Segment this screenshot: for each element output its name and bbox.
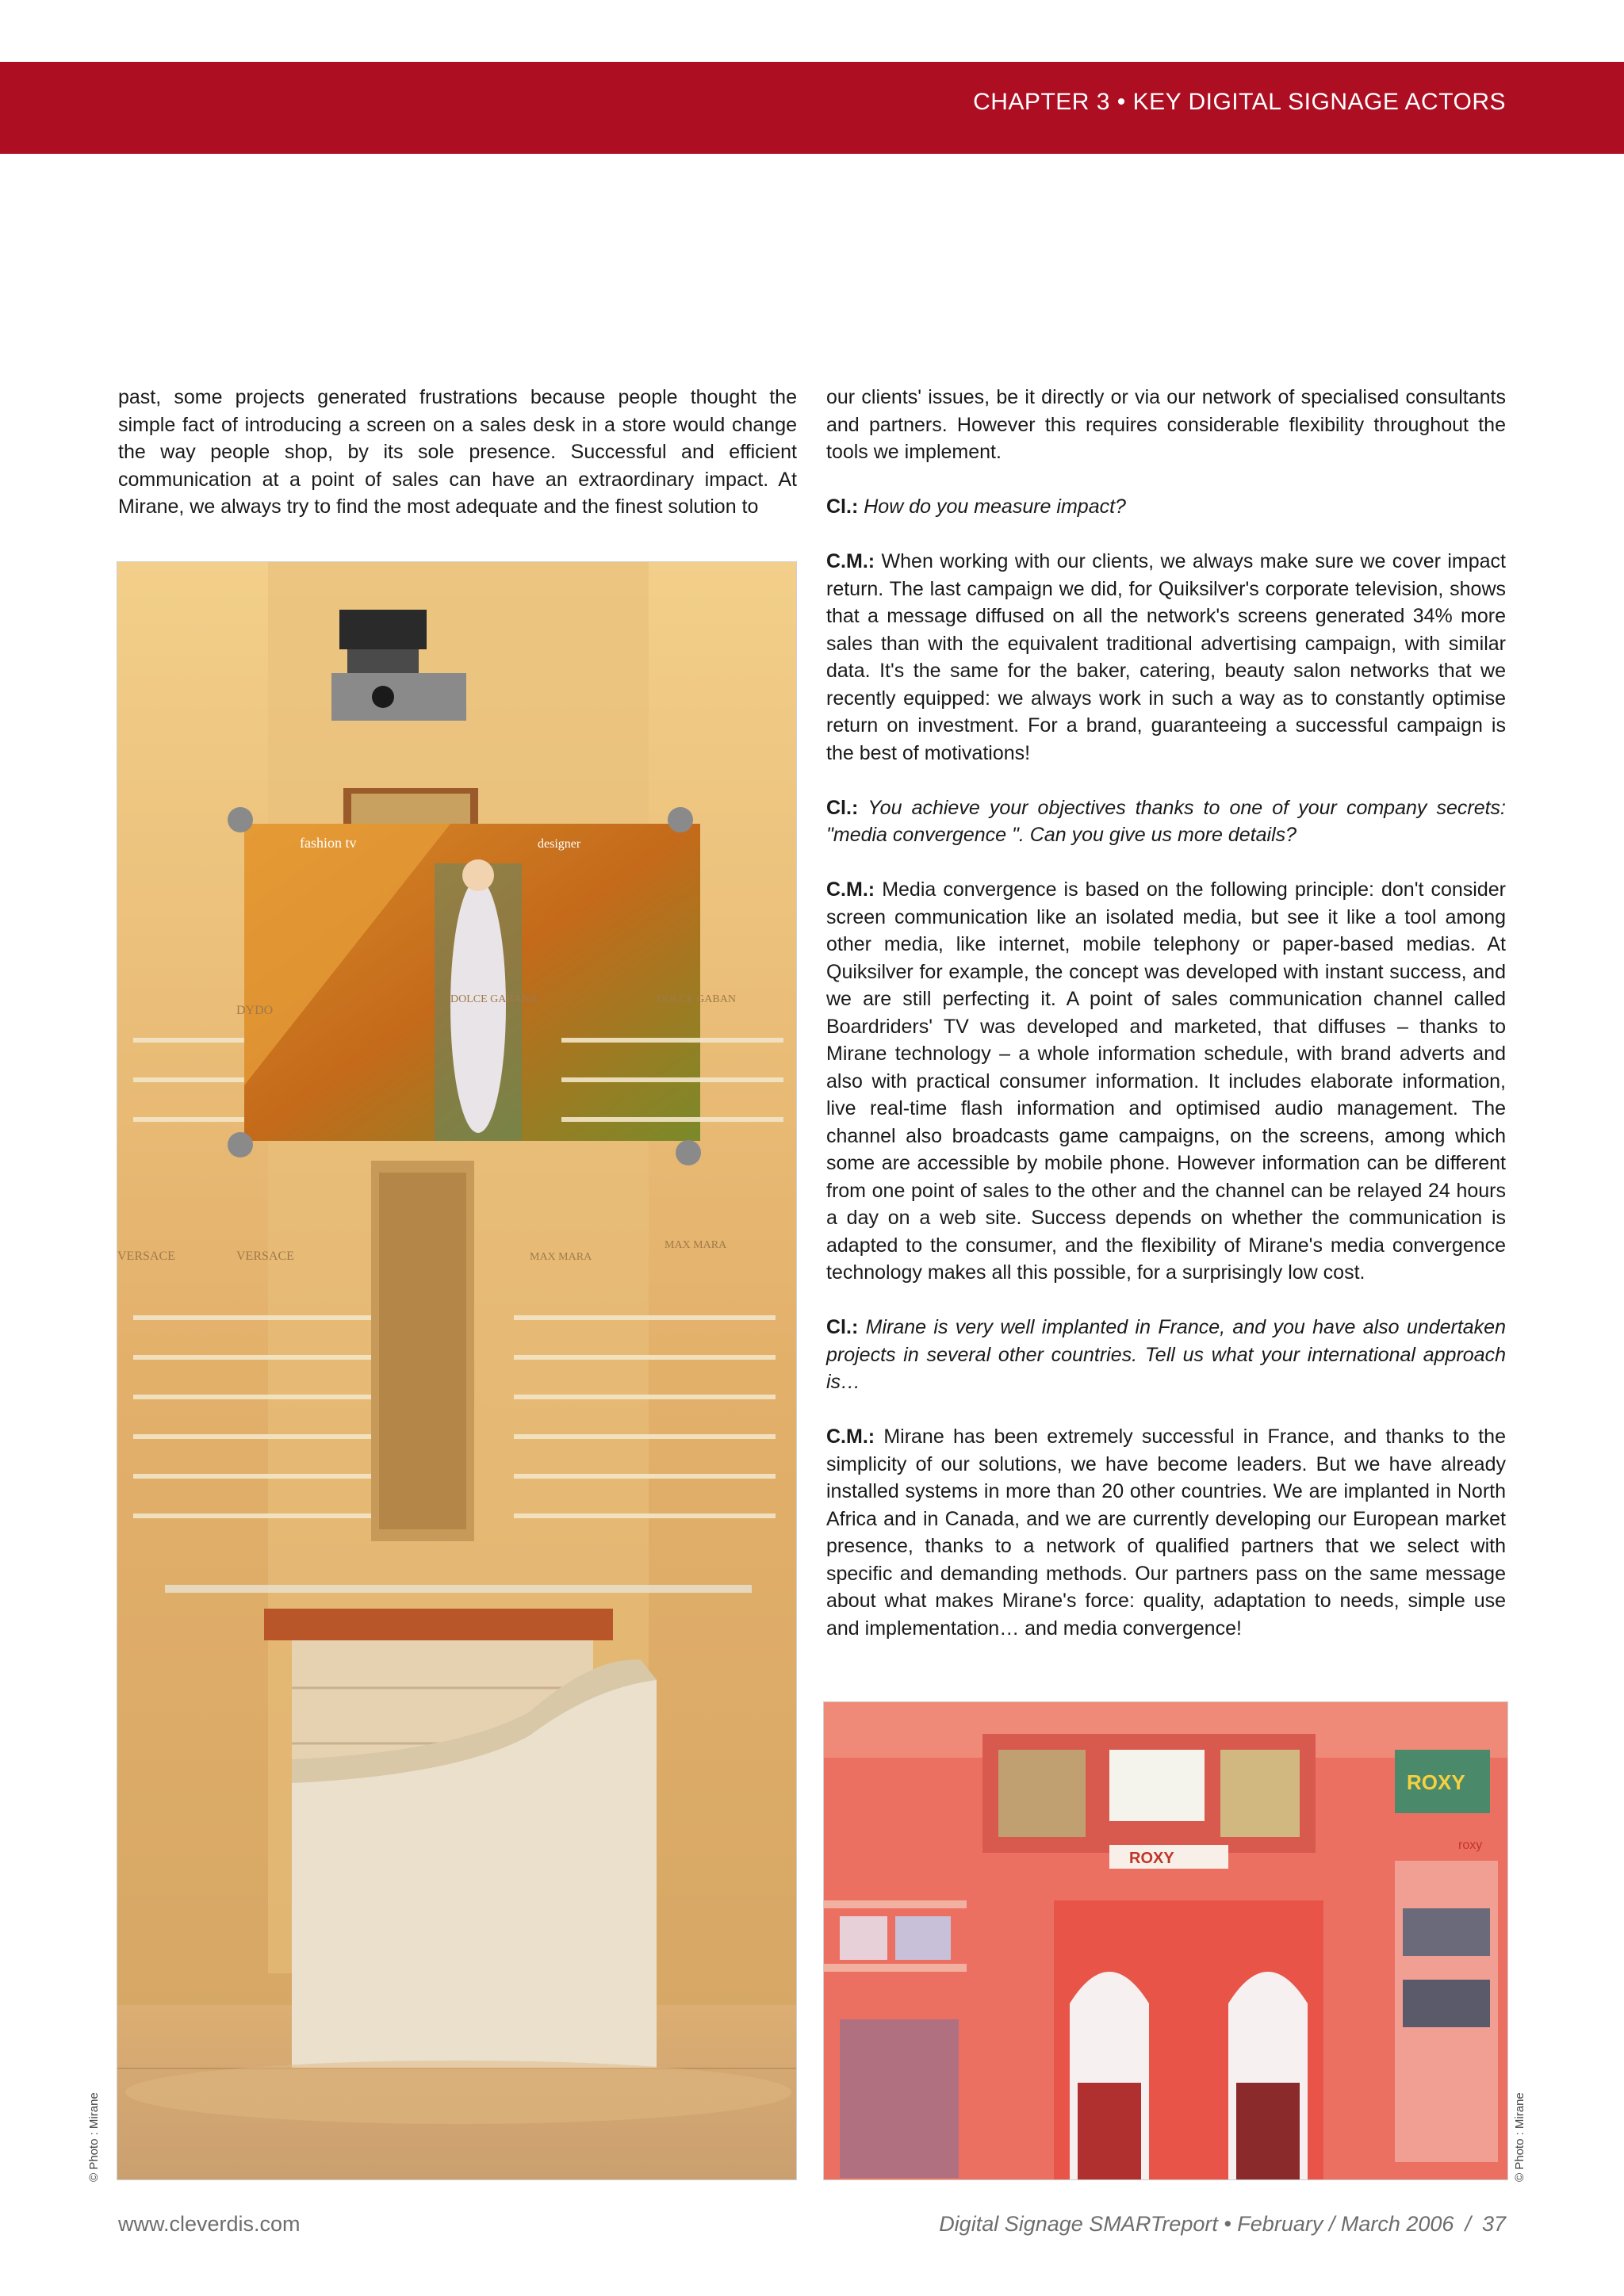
photo-sign-versace-2: VERSACE — [236, 1249, 294, 1263]
photo-sign-dydo: DYDO — [236, 1004, 274, 1017]
photo-sign-roxy-side: ROXY — [1407, 1770, 1465, 1794]
store-display-photo — [117, 561, 797, 2180]
speaker-label: C.M.: — [826, 878, 875, 901]
photo-sign-fashiontv: fashion tv — [300, 835, 357, 851]
speaker-label: Cl.: — [826, 496, 859, 518]
photo-sign-dolce-1: DOLCE GABANA — [450, 993, 538, 1005]
interview-answer — [826, 876, 1506, 1287]
footer-publication — [939, 2212, 1506, 2237]
speaker-label: C.M.: — [826, 550, 875, 572]
photo-1-credit: © Photo : Mirane — [87, 2092, 101, 2182]
question-text: You achieve your objectives thanks to one of your company secrets: "media convergence ". Can you give us more details? — [826, 796, 1506, 846]
answer-text: Mirane has been extremely successful in France, and thanks to the simplicity of our solutions, we have become leaders. But we have already installed systems in more than 20 other countries. We are implanted in North Africa and in Canada, and we are currently developing our European market presence, thanks to a network of qualified partners that we select with specific and demanding methods. Our partners pass on the same message about what makes Mirane's force: quality, adaptation to needs, simple use and implementation… and media convergence! — [826, 1425, 1506, 1640]
photo-2-credit: © Photo : Mirane — [1513, 2092, 1526, 2182]
footer-website: www.cleverdis.com — [118, 2212, 301, 2236]
interview-question — [826, 794, 1506, 849]
photo-sign-maxmara-2: MAX MARA — [665, 1239, 727, 1251]
intro-paragraph: our clients' issues, be it directly or via our network of specialised consultants and partners. However this requires considerable flexibility throughout the tools we implement. — [826, 386, 1506, 463]
right-column — [826, 384, 1506, 1642]
store-display-illustration — [117, 562, 796, 2179]
photo-sign-roxy-small: roxy — [1458, 1839, 1483, 1852]
left-column-paragraph: past, some projects generated frustrations because people thought the simple fact of introducing a screen on a sales desk in a store would change the way people shop, by its sole presence. Successful and efficient communication at a point of sales can have an extraordinary impact. At Mirane, we always try to find the most adequate and the finest solution to — [118, 386, 797, 518]
answer-text: When working with our clients, we always make sure we cover impact return. The last campaign we did, for Quiksilver's corporate television, shows that a message diffused on all the network's screens generated 34% more sales than with the equivalent traditional advertising campaign, with similar data. It's the same for the baker, catering, beauty salon networks that we recently equipped: we always work in such a way as to constantly optimise return on investment. For a brand, guaranteeing a successful campaign is the best of motivations! — [826, 550, 1506, 764]
photo-sign-roxy-main: ROXY — [1129, 1850, 1174, 1867]
roxy-store-illustration — [824, 1702, 1507, 2179]
answer-text: Media convergence is based on the following principle: don't consider screen communication like an isolated media, but see it like a tool among other media, like internet, mobile telephony or paper-based medias. At Quiksilver for example, the concept was developed with instant success, and we are still perfecting it. A point of sales communication channel called Boardriders' TV was developed and marketed, that diffuses – thanks to Mirane technology – a whole information schedule, with brand adverts and also with practical consumer information. It includes elaborate information, live real-time flash information and optimised audio management. The channel also broadcasts game campaigns, on the screens, among which some are accessible by mobile phone. However information can be different from one point of sales to the other and the channel can be relayed 24 hours a day on a web site. Success depends on whether the communication is adapted to the consumer, and the flexibility of Mirane's media convergence technology makes all this possible, for a surprisingly low cost. — [826, 878, 1506, 1284]
photo-sign-maxmara-1: MAX MARA — [530, 1251, 592, 1263]
footer-publication-title: Digital Signage SMARTreport • February / March 2006 — [939, 2212, 1454, 2236]
left-column — [118, 384, 797, 521]
photo-sign-versace-1: VERSACE — [117, 1249, 175, 1263]
question-text: Mirane is very well implanted in France, and you have also undertaken projects in several other countries. Tell us what your international approach is… — [826, 1316, 1506, 1393]
interview-answer — [826, 1423, 1506, 1642]
footer-separator: / — [1465, 2212, 1471, 2236]
photo-sign-designer: designer — [538, 837, 581, 851]
speaker-label: Cl.: — [826, 1316, 859, 1338]
photo-sign-dolce-2: DOLCE GABAN — [657, 993, 736, 1005]
interview-question — [826, 1314, 1506, 1396]
roxy-store-photo — [823, 1701, 1508, 2180]
interview-question — [826, 493, 1506, 521]
chapter-title: CHAPTER 3 • KEY DIGITAL SIGNAGE ACTORS — [973, 89, 1506, 115]
interview-answer — [826, 548, 1506, 767]
speaker-label: Cl.: — [826, 796, 859, 819]
page-number: 37 — [1481, 2212, 1506, 2236]
speaker-label: C.M.: — [826, 1425, 875, 1448]
question-text: How do you measure impact? — [864, 496, 1126, 518]
qa-list — [826, 493, 1506, 1642]
